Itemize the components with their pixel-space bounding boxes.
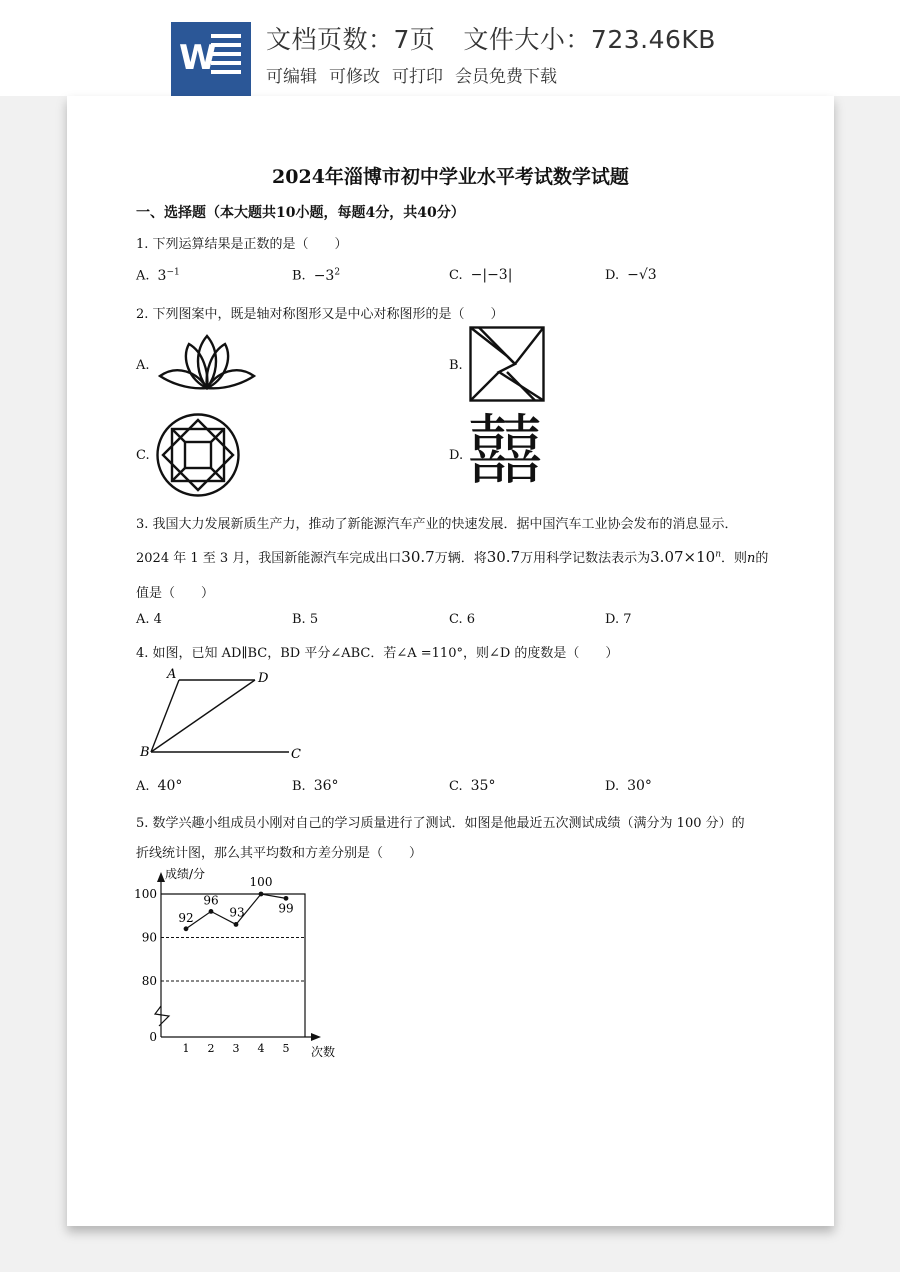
point-d-label: D [258, 671, 269, 686]
q1-option-d: D. −√3 [605, 267, 657, 283]
feature-member-download: 会员免费下载 [455, 67, 557, 87]
double-happiness-figure: 囍 [467, 406, 543, 495]
data-label: 100 [249, 875, 273, 889]
q4-option-d: D. 30° [605, 778, 652, 794]
q3-option-d: D. 7 [605, 612, 632, 627]
x-axis-arrow [311, 1033, 321, 1041]
data-label: 92 [178, 910, 194, 925]
q2-label-c: C. [136, 448, 150, 463]
pinwheel-square-figure [469, 326, 545, 402]
q1-option-b: B. $-3^2$ [292, 267, 341, 284]
data-label: 93 [229, 905, 245, 920]
point-a-label: A [167, 667, 177, 682]
x-tick-label: 1 [182, 1042, 190, 1055]
q4-option-a: A. 40° [136, 778, 183, 794]
x-tick-label: 4 [257, 1042, 265, 1055]
question-3-line1: 3. 我国大力发展新质生产力，推动了新能源汽车产业的快速发展．据中国汽车工业协会发布的消息显示． [136, 517, 738, 532]
document-title: 2024年淄博市初中学业水平考试数学试题 [272, 166, 629, 188]
x-tick-label: 2 [207, 1042, 215, 1055]
page-count: 文档页数：7页 [266, 25, 436, 54]
y-tick-label: 100 [134, 887, 157, 901]
data-point [209, 909, 214, 914]
data-label: 96 [203, 893, 219, 908]
question-1-stem: 1. 下列运算结果是正数的是（ ） [136, 237, 348, 252]
document-page [67, 96, 834, 1226]
point-c-label: C [291, 747, 301, 762]
file-size: 文件大小：723.46KB [463, 25, 716, 54]
question-5-line2: 折线统计图，那么其平均数和方差分别是（ ） [136, 846, 423, 861]
file-meta [266, 20, 716, 87]
word-document-icon [171, 22, 251, 96]
feature-editable: 可编辑 [266, 67, 317, 87]
x-axis-title: 次数 [311, 1045, 336, 1059]
section-heading: 一、选择题（本大题共10小题，每题4分，共40分） [136, 205, 465, 221]
q1-option-a: A. $3^{-1}$ [136, 267, 180, 284]
trapezoid-figure [139, 668, 309, 763]
q2-label-d: D. [449, 448, 464, 463]
logo-letter: W [179, 38, 217, 78]
feature-modifiable: 可修改 [329, 67, 380, 87]
data-label: 99 [278, 901, 294, 916]
q4-option-b: B. 36° [292, 778, 339, 794]
q2-label-a: A. [136, 358, 150, 373]
q2-label-b: B. [449, 358, 463, 373]
download-banner [0, 0, 900, 96]
x-tick-label: 3 [232, 1042, 240, 1055]
q4-option-c: C. 35° [449, 778, 496, 794]
y-axis-title: 成绩/分 [165, 867, 206, 881]
segment-bd [151, 680, 255, 752]
q3-option-c: C. 6 [449, 612, 476, 627]
data-point [234, 922, 239, 927]
y-axis-arrow [157, 872, 165, 882]
lattice-circle-figure [155, 412, 241, 498]
data-point [284, 896, 289, 901]
point-b-label: B [140, 745, 150, 760]
data-point [259, 892, 264, 897]
data-point [184, 926, 189, 931]
question-3-line2: 2024 年 1 至 3 月，我国新能源汽车完成出口30.7万辆．将30.7万用科学记数法表示为$3.07\times 10^n$．则n的 [136, 548, 769, 566]
feature-printable: 可打印 [392, 67, 443, 87]
score-line-chart [135, 868, 345, 1068]
y-tick-label: 90 [141, 930, 157, 945]
q1-option-c: C. −|−3| [449, 267, 513, 283]
question-2-stem: 2. 下列图案中，既是轴对称图形又是中心对称图形的是（ ） [136, 307, 504, 322]
axis-break-mark [155, 1006, 169, 1026]
segment-ab [151, 680, 179, 752]
q3-option-b: B. 5 [292, 612, 319, 627]
y-tick-label: 80 [141, 974, 157, 988]
lotus-figure [157, 332, 257, 392]
y-tick-label: 0 [149, 1030, 157, 1044]
question-5-line1: 5. 数学兴趣小组成员小刚对自己的学习质量进行了测试．如图是他最近五次测试成绩（满分为 100 分）的 [136, 816, 745, 831]
question-4-stem: 4. 如图，已知 AD∥BC，BD 平分∠ABC．若∠A =110°，则∠D 的度数是（ ） [136, 646, 619, 661]
question-3-line3: 值是（ ） [136, 586, 215, 601]
x-tick-label: 5 [282, 1042, 290, 1055]
q3-option-a: A. 4 [136, 612, 162, 627]
